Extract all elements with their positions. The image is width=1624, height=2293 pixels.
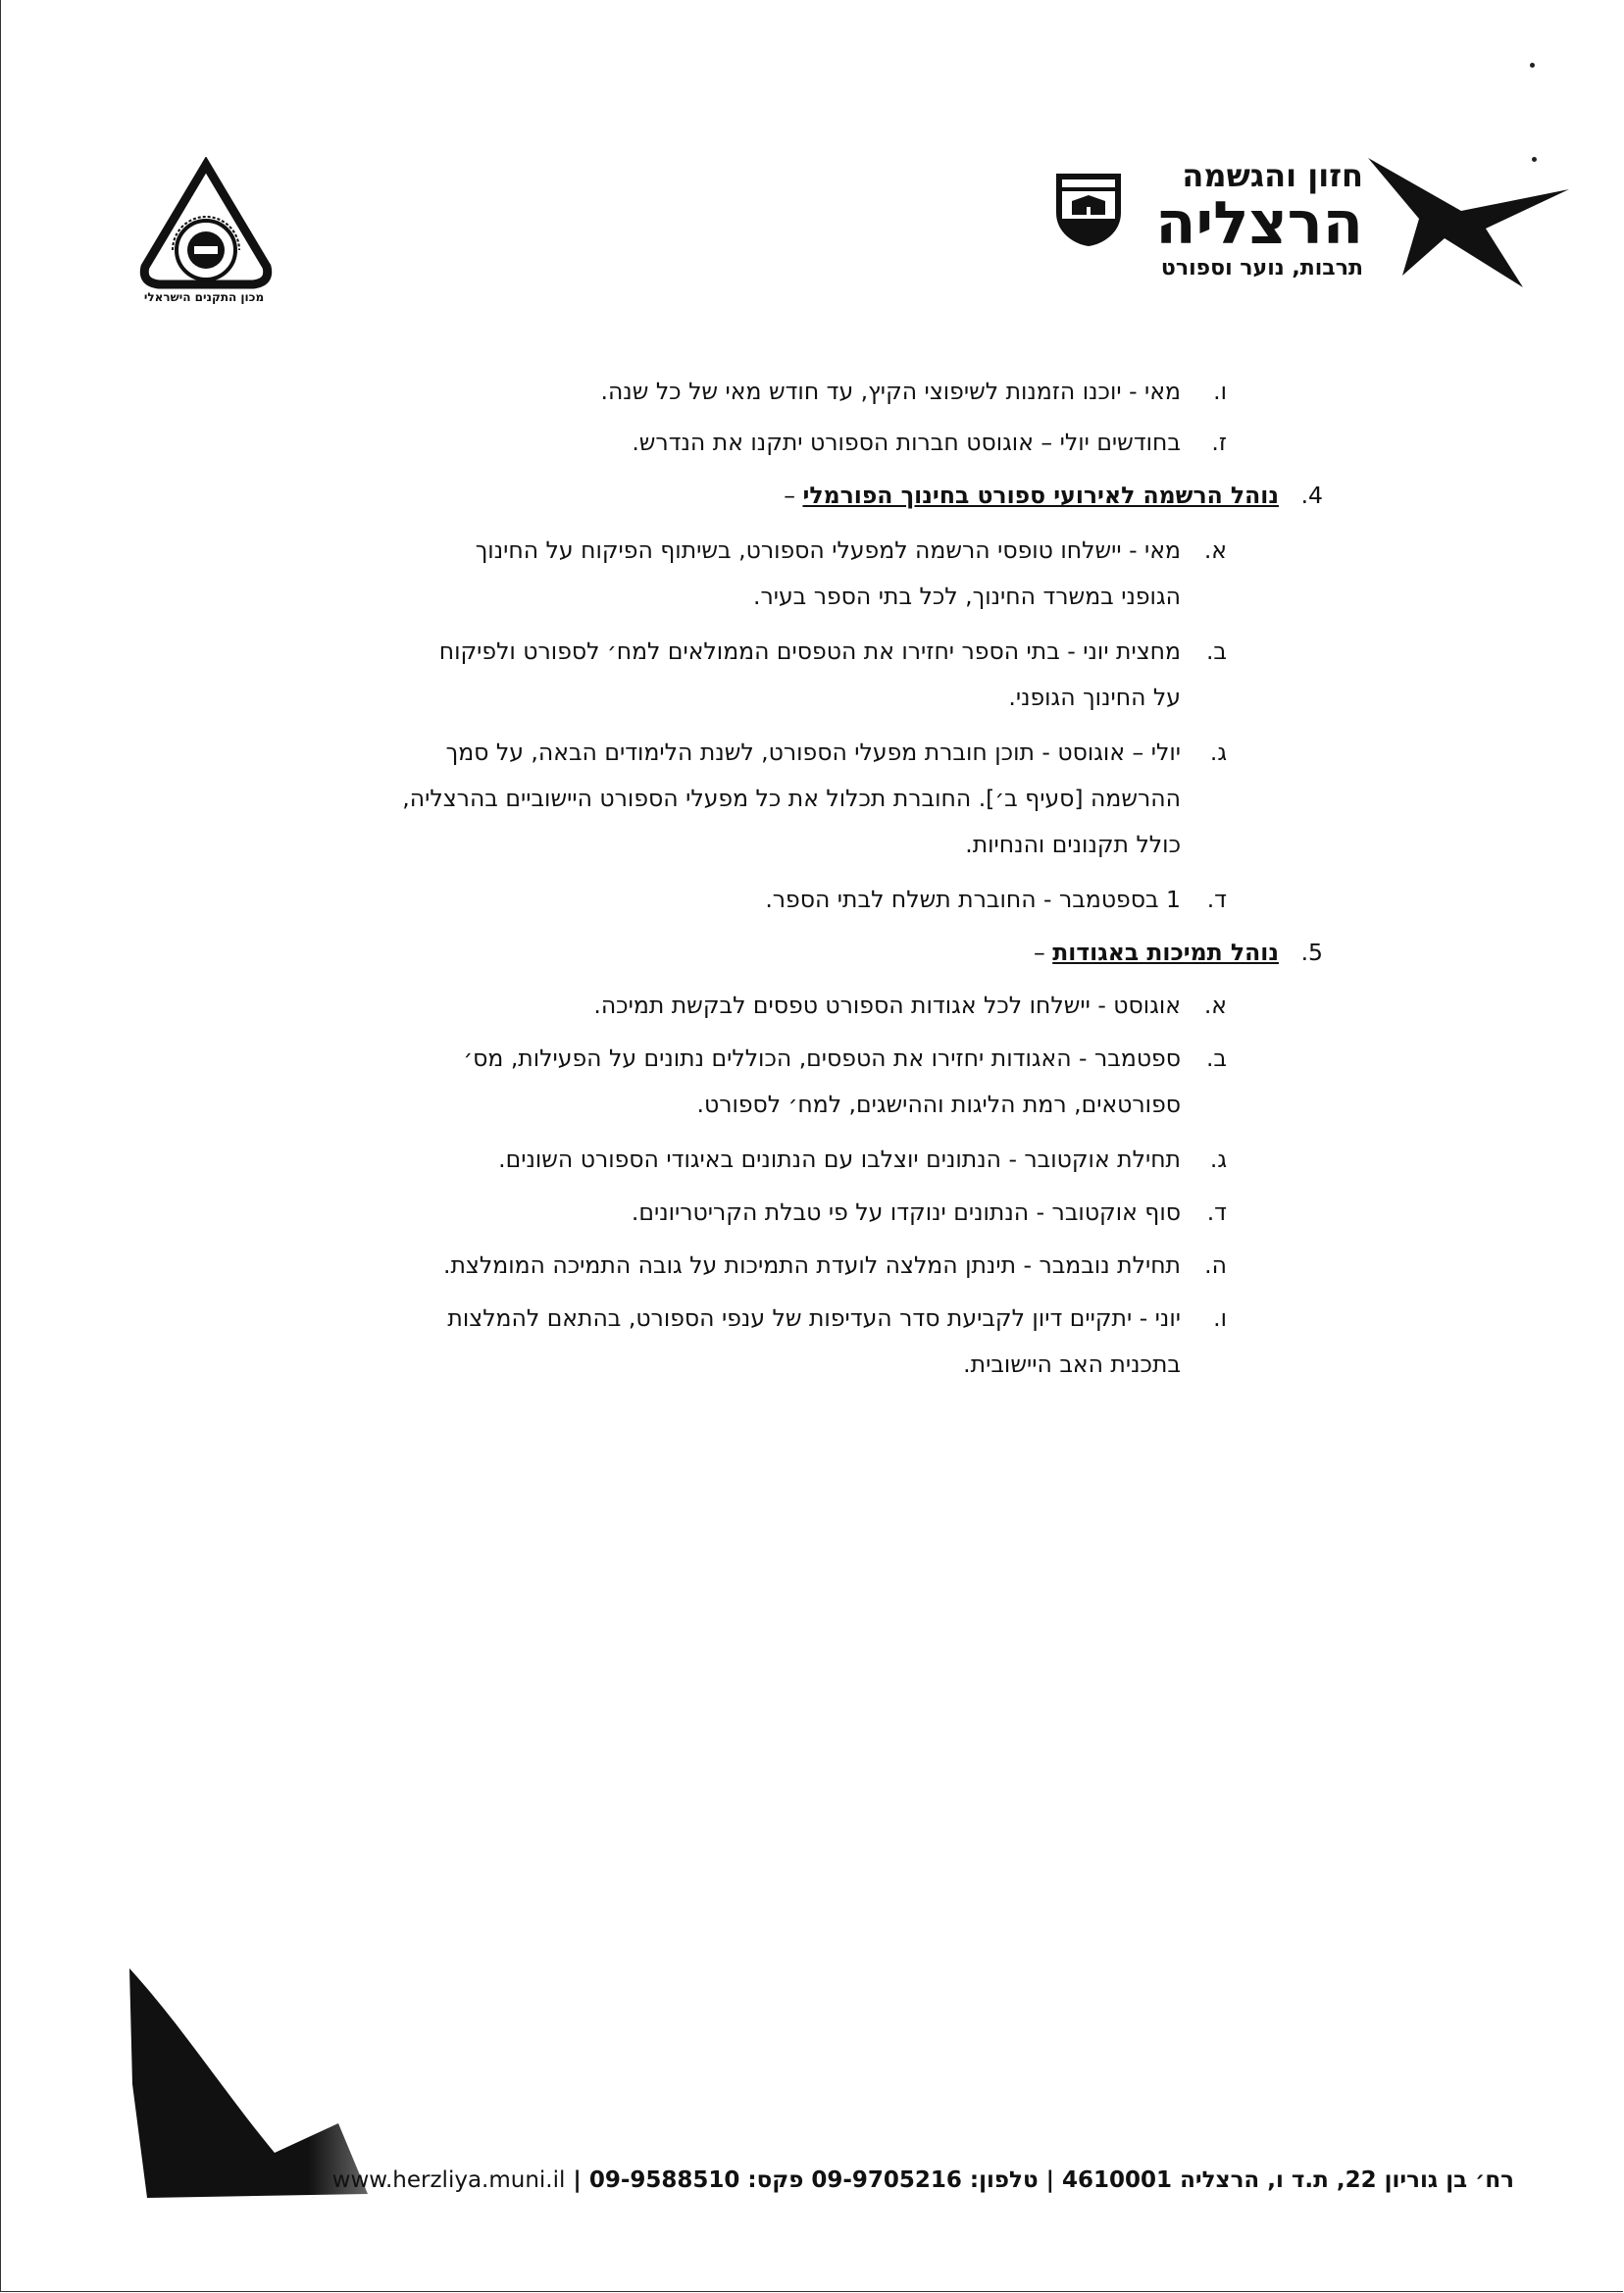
item-text: סוף אוקטובר - הנתונים ינוקדו על פי טבלת הקריטריונים. [631, 1198, 1181, 1226]
item-text: יולי – אוגוסט - תוכן חוברת מפעלי הספורט, לשנת הלימודים הבאה, על סמך [445, 739, 1181, 766]
footer-phone: טלפון: 09-9705216 [811, 2167, 1039, 2193]
item-text: תחילת אוקטובר - הנתונים יוצלבו עם הנתונים באיגודי הספורט השונים. [498, 1146, 1181, 1173]
standards-institute-caption: מכון התקנים הישראלי [143, 290, 265, 304]
item-marker: א. [1203, 536, 1227, 564]
item-text: תחילת נובמבר - תינתן המלצה לועדת התמיכות על גובה התמיכה המומלצת. [443, 1251, 1181, 1279]
logo-slogan: חזון והגשמה [1182, 157, 1363, 194]
item-text: אוגוסט - יישלחו לכל אגודות הספורט טפסים לבקשת תמיכה. [593, 992, 1181, 1019]
item-marker: ו. [1213, 378, 1227, 405]
standards-institute-logo-icon [137, 157, 275, 304]
item-text: מאי - יישלחו טופסי הרשמה למפעלי הספורט, בשיתוף הפיקוח על החינוך [475, 536, 1181, 564]
item-text: ספטמבר - האגודות יחזירו את הטפסים, הכוללים נתונים על הפעילות, מס׳ [463, 1045, 1181, 1072]
footer-separator: | [573, 2167, 582, 2193]
section-heading [1033, 939, 1279, 966]
item-marker: א. [1203, 992, 1227, 1019]
item-marker: ד. [1206, 886, 1227, 913]
footer-address: רח׳ בן גוריון 22, ת.ד ו, הרצליה 4610001 [1062, 2167, 1514, 2193]
star-icon [1368, 150, 1574, 287]
item-text: יוני - יתקיים דיון לקביעת סדר העדיפות של ענפי הספורט, בהתאם להמלצות [447, 1304, 1181, 1332]
heading-dash: – [1033, 939, 1045, 966]
footer-contact [332, 2167, 1514, 2193]
scan-dot [1530, 63, 1535, 68]
footer-url[interactable]: www.herzliya.muni.il [331, 2167, 566, 2193]
footer-separator: | [1045, 2167, 1055, 2193]
section-title: נוהל הרשמה לאירועי ספורט בחינוך הפורמלי [802, 482, 1279, 509]
item-text: כולל תקנונים והנחיות. [965, 831, 1181, 858]
item-marker: ד. [1206, 1198, 1227, 1226]
item-text: מחצית יוני - בתי הספר יחזירו את הטפסים הממולאים למח׳ לספורט ולפיקוח [438, 637, 1181, 665]
item-text: מאי - יוכנו הזמנות לשיפוצי הקיץ, עד חודש מאי של כל שנה. [600, 378, 1181, 405]
section-title: נוהל תמיכות באגודות [1052, 939, 1279, 966]
item-marker: ב. [1205, 1045, 1227, 1072]
heading-dash: – [784, 482, 795, 509]
item-marker: ג. [1209, 739, 1227, 766]
decorative-corner-shape [127, 1966, 368, 2202]
item-marker: ו. [1213, 1304, 1227, 1332]
logo-department: תרבות, נוער וספורט [1160, 256, 1363, 280]
item-text: בחודשים יולי – אוגוסט חברות הספורט יתקנו את הנדרש. [632, 429, 1181, 456]
item-text: ספורטאים, רמת הליגות וההישגים, למח׳ לספורט. [696, 1091, 1181, 1118]
item-text: 1 בספטמבר - החוברת תשלח לבתי הספר. [765, 886, 1181, 913]
city-crest-icon [1054, 168, 1123, 248]
herzliya-logo [1044, 142, 1515, 289]
logo-city-name: הרצליה [1155, 189, 1363, 258]
section-heading [784, 484, 1279, 508]
item-marker: ז. [1211, 429, 1227, 456]
section-number: 5. [1300, 939, 1323, 966]
item-marker: ה. [1204, 1251, 1227, 1279]
section-number: 4. [1300, 482, 1323, 509]
item-text: בתכנית האב היישובית. [963, 1350, 1181, 1378]
item-text: ההרשמה [סעיף ב׳]. החוברת תכלול את כל מפעלי הספורט היישוביים בהרצליה, [402, 785, 1181, 812]
item-text: הגופני במשרד החינוך, לכל בתי הספר בעיר. [752, 583, 1181, 610]
footer-fax: פקס: 09-9588510 [588, 2167, 804, 2193]
item-marker: ג. [1209, 1146, 1227, 1173]
item-text: על החינוך הגופני. [1008, 684, 1181, 711]
item-marker: ב. [1205, 637, 1227, 665]
